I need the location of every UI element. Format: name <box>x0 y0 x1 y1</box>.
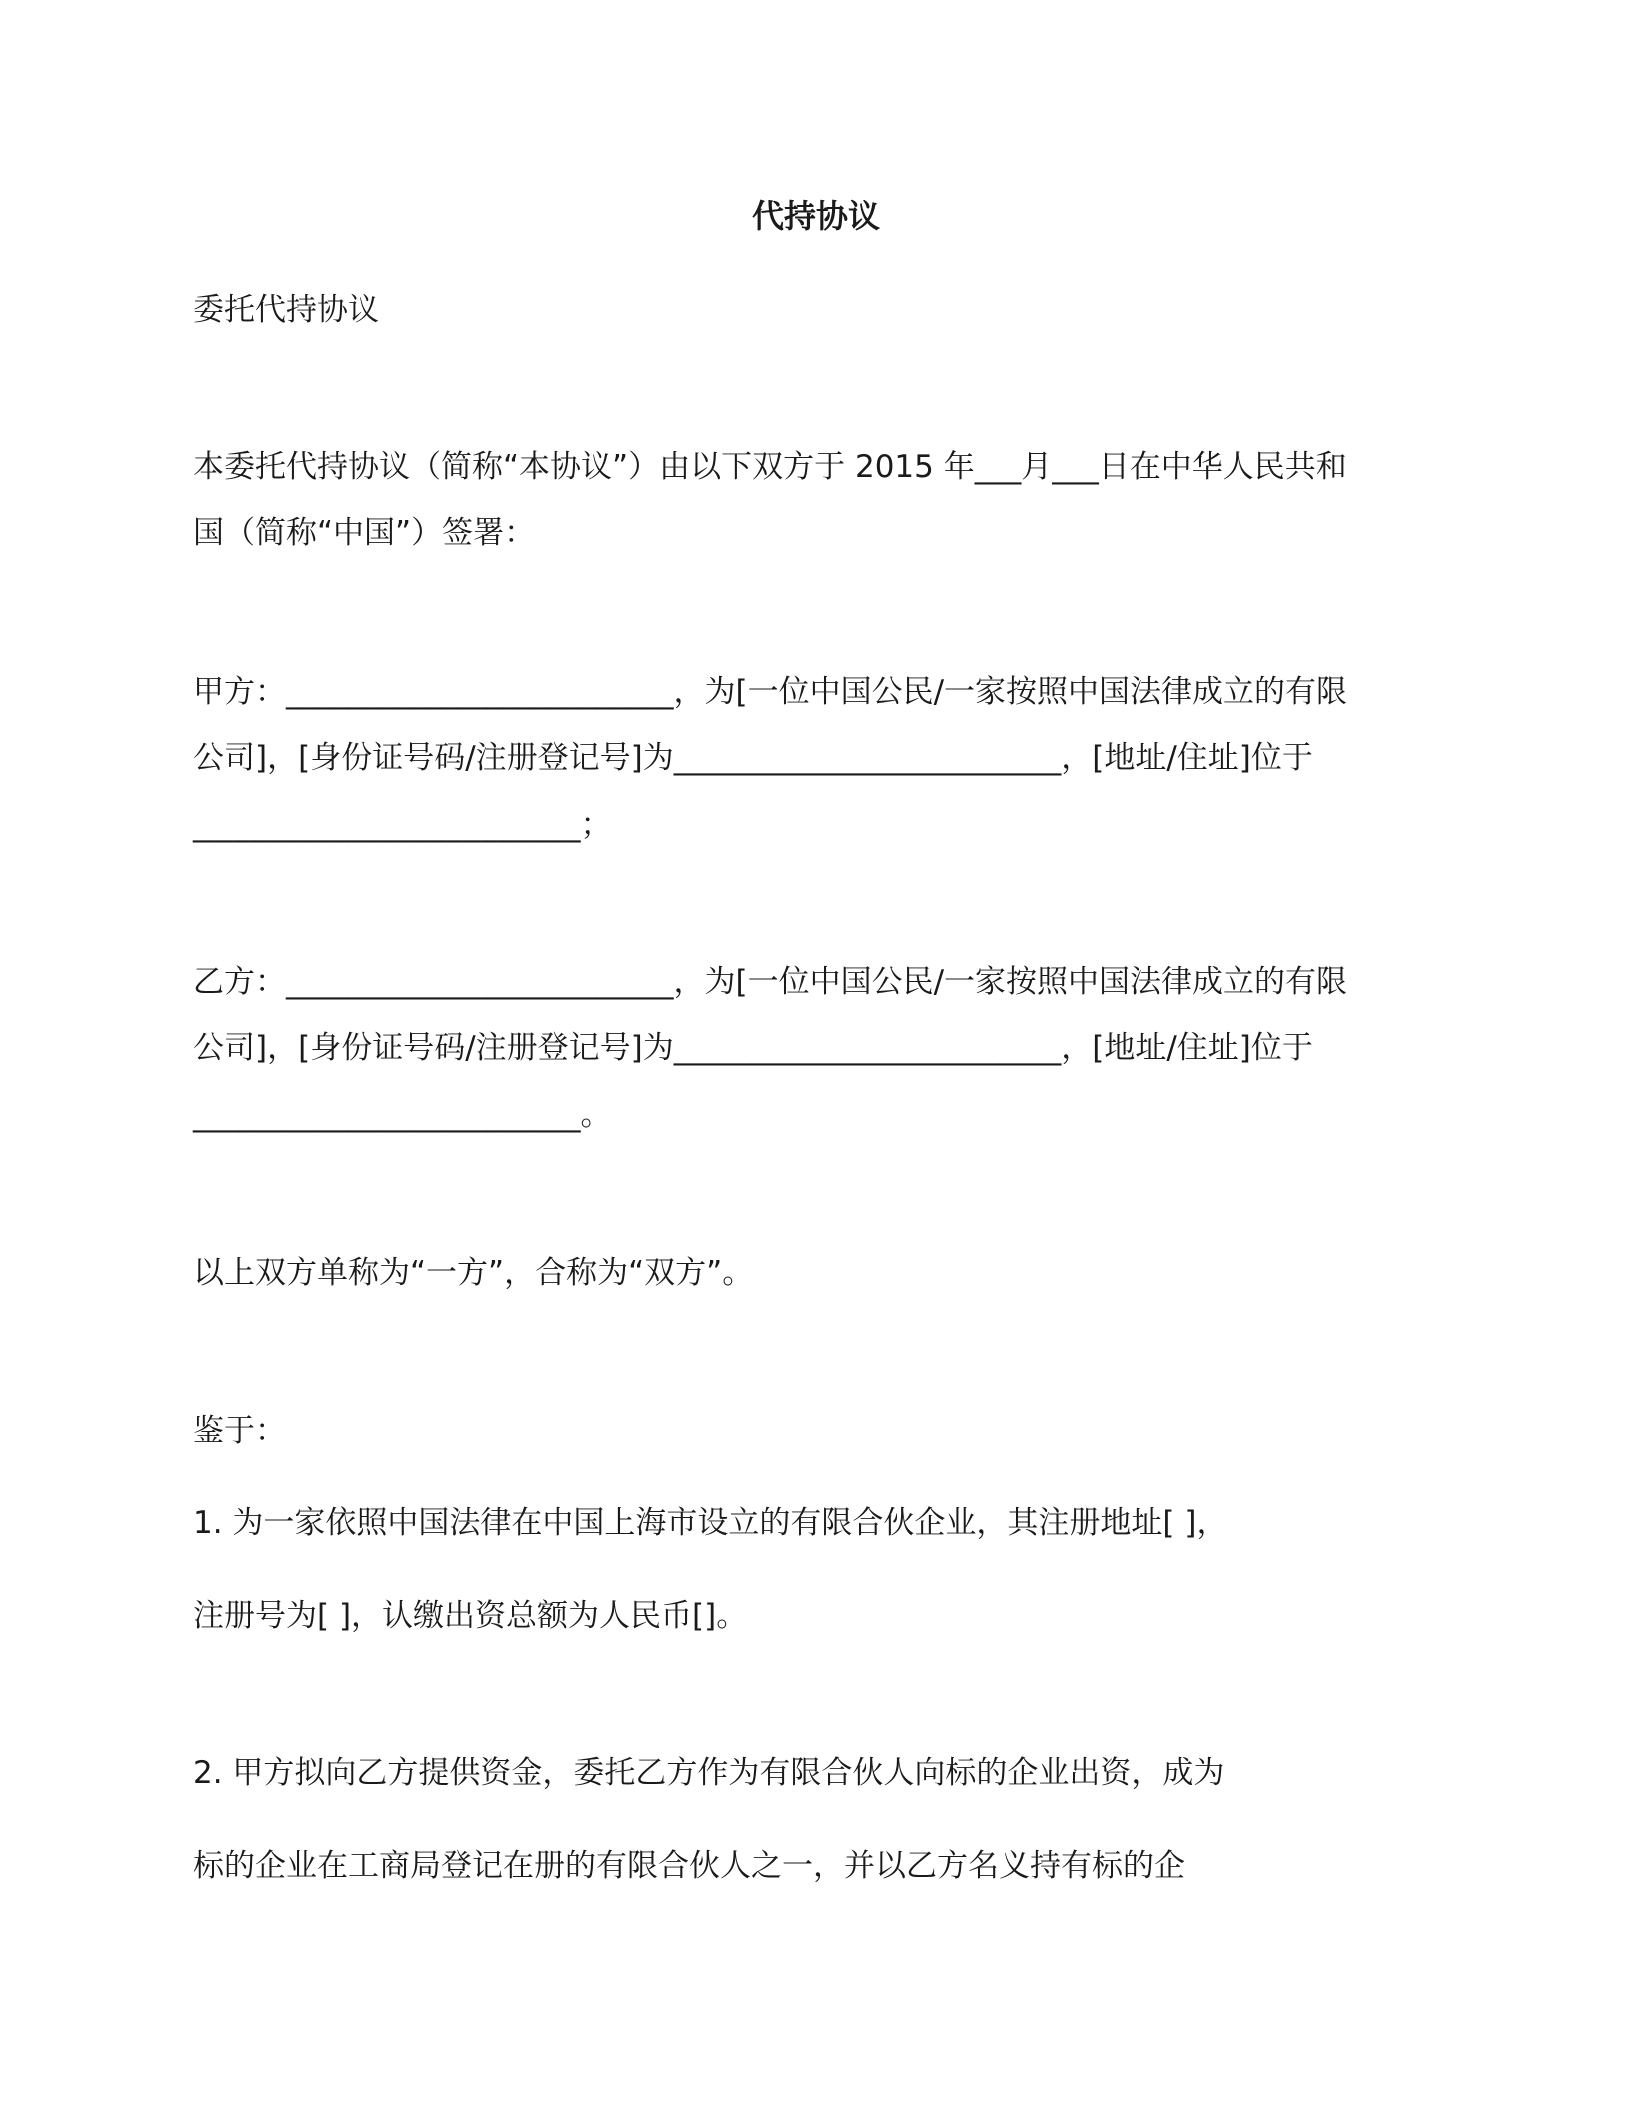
recital-2-line-1: 2. 甲方拟向乙方提供资金，委托乙方作为有限合伙人向标的企业出资，成为 <box>193 1755 1225 1791</box>
document-subtitle: 委托代持协议 <box>193 292 379 328</box>
recital-1-line-2: 注册号为[ ]，认缴出资总额为人民币[]。 <box>193 1598 748 1634</box>
party-a-line-1: 甲方：_________________________，为[一位中国公民/一家按照中国法律成立的有限 <box>193 674 1348 710</box>
party-a-line-3: _________________________； <box>193 807 612 843</box>
party-b-line-2: 公司]，[身份证号码/注册登记号]为_________________________，[地址/住址]位于 <box>193 1030 1313 1066</box>
party-a-line-2: 公司]，[身份证号码/注册登记号]为_________________________，[地址/住址]位于 <box>193 740 1313 776</box>
document-title: 代持协议 <box>751 197 880 235</box>
whereas-heading: 鉴于： <box>193 1413 286 1449</box>
party-b-line-3: _________________________。 <box>193 1097 612 1133</box>
intro-line-1: 本委托代持协议（简称“本协议”）由以下双方于 2015 年___月___日在中华人民共和 <box>193 449 1347 485</box>
definition-line: 以上双方单称为“一方”，合称为“双方”。 <box>193 1255 754 1291</box>
recital-1-line-1: 1. 为一家依照中国法律在中国上海市设立的有限合伙企业，其注册地址[ ]， <box>193 1505 1228 1541</box>
intro-line-2: 国（简称“中国”）签署： <box>193 515 536 551</box>
recital-2-line-2: 标的企业在工商局登记在册的有限合伙人之一，并以乙方名义持有标的企 <box>193 1848 1185 1884</box>
party-b-line-1: 乙方：_________________________，为[一位中国公民/一家按照中国法律成立的有限 <box>193 964 1348 1000</box>
